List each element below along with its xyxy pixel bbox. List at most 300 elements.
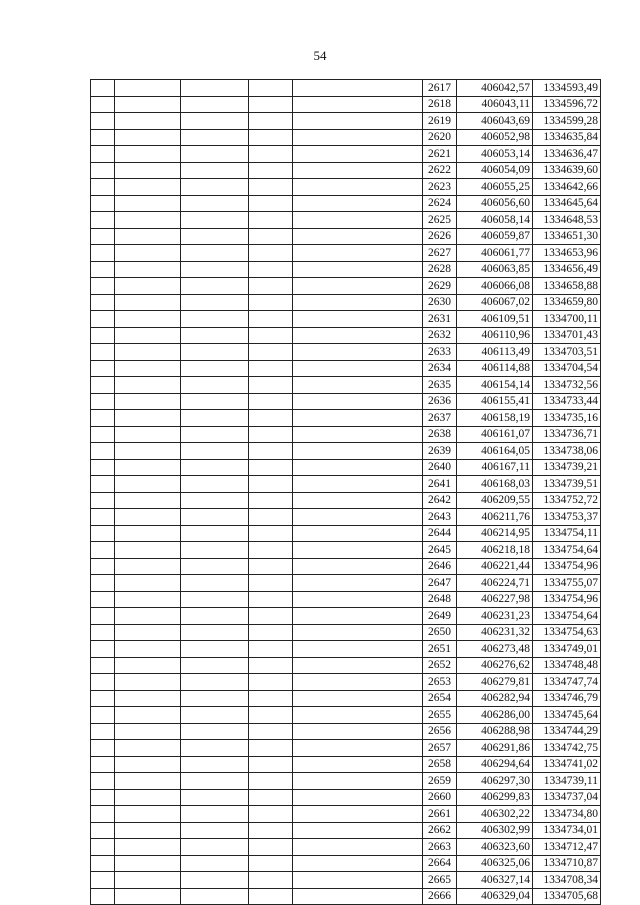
point-number-cell: 2656 (423, 723, 457, 740)
empty-cell (115, 228, 181, 245)
point-number-cell: 2629 (423, 278, 457, 295)
x-coordinate-cell: 406155,41 (457, 393, 533, 410)
empty-cell (181, 822, 249, 839)
empty-cell (115, 707, 181, 724)
table-row (91, 674, 601, 691)
empty-cell (91, 575, 115, 592)
coordinates-table (90, 79, 601, 905)
table-row (91, 129, 601, 146)
empty-cell (115, 723, 181, 740)
y-coordinate-cell: 1334747,74 (533, 674, 601, 691)
empty-cell (181, 608, 249, 625)
empty-cell (91, 96, 115, 113)
y-coordinate-cell: 1334741,02 (533, 756, 601, 773)
y-coordinate-cell: 1334754,64 (533, 542, 601, 559)
point-number-cell: 2643 (423, 509, 457, 526)
empty-cell (293, 195, 423, 212)
point-number-cell: 2638 (423, 426, 457, 443)
empty-cell (181, 96, 249, 113)
y-coordinate-cell: 1334701,43 (533, 327, 601, 344)
table-row (91, 327, 601, 344)
empty-cell (115, 641, 181, 658)
y-coordinate-cell: 1334734,01 (533, 822, 601, 839)
empty-cell (293, 377, 423, 394)
empty-cell (115, 558, 181, 575)
empty-cell (249, 360, 293, 377)
empty-cell (115, 542, 181, 559)
table-row (91, 723, 601, 740)
point-number-cell: 2651 (423, 641, 457, 658)
x-coordinate-cell: 406056,60 (457, 195, 533, 212)
empty-cell (91, 426, 115, 443)
x-coordinate-cell: 406058,14 (457, 212, 533, 229)
point-number-cell: 2658 (423, 756, 457, 773)
empty-cell (115, 773, 181, 790)
empty-cell (249, 575, 293, 592)
empty-cell (249, 80, 293, 97)
empty-cell (293, 278, 423, 295)
empty-cell (91, 558, 115, 575)
empty-cell (249, 443, 293, 460)
empty-cell (249, 872, 293, 889)
x-coordinate-cell: 406158,19 (457, 410, 533, 427)
table-row (91, 294, 601, 311)
empty-cell (115, 674, 181, 691)
x-coordinate-cell: 406288,98 (457, 723, 533, 740)
empty-cell (181, 723, 249, 740)
table-row (91, 872, 601, 889)
empty-cell (91, 327, 115, 344)
empty-cell (293, 360, 423, 377)
y-coordinate-cell: 1334708,34 (533, 872, 601, 889)
empty-cell (91, 756, 115, 773)
y-coordinate-cell: 1334754,96 (533, 591, 601, 608)
table-row (91, 690, 601, 707)
x-coordinate-cell: 406161,07 (457, 426, 533, 443)
y-coordinate-cell: 1334659,80 (533, 294, 601, 311)
table-row (91, 278, 601, 295)
empty-cell (115, 443, 181, 460)
empty-cell (293, 179, 423, 196)
empty-cell (293, 624, 423, 641)
table-body (91, 80, 601, 905)
x-coordinate-cell: 406209,55 (457, 492, 533, 509)
empty-cell (249, 344, 293, 361)
empty-cell (181, 756, 249, 773)
empty-cell (249, 294, 293, 311)
point-number-cell: 2663 (423, 839, 457, 856)
y-coordinate-cell: 1334754,11 (533, 525, 601, 542)
x-coordinate-cell: 406110,96 (457, 327, 533, 344)
empty-cell (181, 624, 249, 641)
empty-cell (115, 360, 181, 377)
table-row (91, 179, 601, 196)
table-row (91, 410, 601, 427)
table-row (91, 195, 601, 212)
table-row (91, 806, 601, 823)
y-coordinate-cell: 1334754,64 (533, 608, 601, 625)
empty-cell (293, 723, 423, 740)
x-coordinate-cell: 406168,03 (457, 476, 533, 493)
y-coordinate-cell: 1334645,64 (533, 195, 601, 212)
x-coordinate-cell: 406329,04 (457, 888, 533, 905)
point-number-cell: 2666 (423, 888, 457, 905)
x-coordinate-cell: 406286,00 (457, 707, 533, 724)
empty-cell (181, 195, 249, 212)
empty-cell (249, 888, 293, 905)
point-number-cell: 2636 (423, 393, 457, 410)
table-row (91, 96, 601, 113)
x-coordinate-cell: 406299,83 (457, 789, 533, 806)
empty-cell (115, 575, 181, 592)
empty-cell (293, 113, 423, 130)
y-coordinate-cell: 1334700,11 (533, 311, 601, 328)
empty-cell (249, 245, 293, 262)
point-number-cell: 2631 (423, 311, 457, 328)
table-row (91, 740, 601, 757)
y-coordinate-cell: 1334754,63 (533, 624, 601, 641)
x-coordinate-cell: 406231,32 (457, 624, 533, 641)
x-coordinate-cell: 406323,60 (457, 839, 533, 856)
empty-cell (115, 624, 181, 641)
empty-cell (249, 96, 293, 113)
empty-cell (181, 591, 249, 608)
empty-cell (293, 129, 423, 146)
empty-cell (181, 426, 249, 443)
x-coordinate-cell: 406227,98 (457, 591, 533, 608)
empty-cell (293, 773, 423, 790)
empty-cell (249, 707, 293, 724)
empty-cell (181, 344, 249, 361)
empty-cell (115, 410, 181, 427)
empty-cell (181, 707, 249, 724)
empty-cell (91, 245, 115, 262)
x-coordinate-cell: 406327,14 (457, 872, 533, 889)
empty-cell (91, 641, 115, 658)
empty-cell (293, 608, 423, 625)
empty-cell (293, 888, 423, 905)
empty-cell (293, 410, 423, 427)
y-coordinate-cell: 1334651,30 (533, 228, 601, 245)
point-number-cell: 2623 (423, 179, 457, 196)
empty-cell (115, 179, 181, 196)
empty-cell (91, 195, 115, 212)
y-coordinate-cell: 1334744,29 (533, 723, 601, 740)
empty-cell (91, 146, 115, 163)
table-row (91, 542, 601, 559)
empty-cell (293, 459, 423, 476)
empty-cell (115, 195, 181, 212)
x-coordinate-cell: 406302,22 (457, 806, 533, 823)
y-coordinate-cell: 1334754,96 (533, 558, 601, 575)
x-coordinate-cell: 406053,14 (457, 146, 533, 163)
empty-cell (293, 311, 423, 328)
y-coordinate-cell: 1334705,68 (533, 888, 601, 905)
empty-cell (181, 261, 249, 278)
empty-cell (91, 410, 115, 427)
table-row (91, 261, 601, 278)
point-number-cell: 2637 (423, 410, 457, 427)
y-coordinate-cell: 1334735,16 (533, 410, 601, 427)
empty-cell (181, 360, 249, 377)
empty-cell (91, 525, 115, 542)
empty-cell (91, 360, 115, 377)
empty-cell (293, 96, 423, 113)
empty-cell (91, 789, 115, 806)
empty-cell (115, 146, 181, 163)
empty-cell (91, 888, 115, 905)
empty-cell (293, 228, 423, 245)
empty-cell (91, 294, 115, 311)
empty-cell (181, 740, 249, 757)
table-row (91, 476, 601, 493)
empty-cell (293, 822, 423, 839)
point-number-cell: 2620 (423, 129, 457, 146)
point-number-cell: 2659 (423, 773, 457, 790)
empty-cell (181, 641, 249, 658)
point-number-cell: 2646 (423, 558, 457, 575)
empty-cell (249, 393, 293, 410)
empty-cell (181, 228, 249, 245)
empty-cell (249, 261, 293, 278)
point-number-cell: 2649 (423, 608, 457, 625)
empty-cell (115, 888, 181, 905)
empty-cell (91, 657, 115, 674)
empty-cell (115, 459, 181, 476)
empty-cell (91, 393, 115, 410)
point-number-cell: 2662 (423, 822, 457, 839)
point-number-cell: 2653 (423, 674, 457, 691)
empty-cell (181, 294, 249, 311)
page-number: 54 (313, 48, 327, 63)
empty-cell (293, 426, 423, 443)
empty-cell (249, 723, 293, 740)
empty-cell (293, 756, 423, 773)
empty-cell (91, 806, 115, 823)
point-number-cell: 2645 (423, 542, 457, 559)
empty-cell (91, 723, 115, 740)
empty-cell (115, 690, 181, 707)
empty-cell (249, 558, 293, 575)
empty-cell (293, 261, 423, 278)
empty-cell (181, 410, 249, 427)
table-row (91, 492, 601, 509)
empty-cell (293, 806, 423, 823)
point-number-cell: 2617 (423, 80, 457, 97)
table-row (91, 459, 601, 476)
table-row (91, 162, 601, 179)
x-coordinate-cell: 406042,57 (457, 80, 533, 97)
point-number-cell: 2624 (423, 195, 457, 212)
empty-cell (181, 113, 249, 130)
empty-cell (181, 888, 249, 905)
x-coordinate-cell: 406294,64 (457, 756, 533, 773)
empty-cell (181, 278, 249, 295)
empty-cell (181, 525, 249, 542)
empty-cell (91, 344, 115, 361)
table-row (91, 212, 601, 229)
empty-cell (115, 245, 181, 262)
empty-cell (115, 492, 181, 509)
table-row (91, 377, 601, 394)
empty-cell (115, 789, 181, 806)
empty-cell (293, 558, 423, 575)
empty-cell (181, 393, 249, 410)
point-number-cell: 2633 (423, 344, 457, 361)
y-coordinate-cell: 1334636,47 (533, 146, 601, 163)
empty-cell (181, 327, 249, 344)
empty-cell (293, 690, 423, 707)
point-number-cell: 2628 (423, 261, 457, 278)
empty-cell (249, 641, 293, 658)
empty-cell (249, 410, 293, 427)
point-number-cell: 2619 (423, 113, 457, 130)
empty-cell (249, 129, 293, 146)
empty-cell (293, 476, 423, 493)
empty-cell (91, 476, 115, 493)
x-coordinate-cell: 406063,85 (457, 261, 533, 278)
x-coordinate-cell: 406109,51 (457, 311, 533, 328)
empty-cell (115, 393, 181, 410)
empty-cell (293, 80, 423, 97)
y-coordinate-cell: 1334739,11 (533, 773, 601, 790)
y-coordinate-cell: 1334753,37 (533, 509, 601, 526)
x-coordinate-cell: 406043,11 (457, 96, 533, 113)
empty-cell (181, 245, 249, 262)
x-coordinate-cell: 406052,98 (457, 129, 533, 146)
empty-cell (181, 789, 249, 806)
table-row (91, 360, 601, 377)
empty-cell (115, 806, 181, 823)
point-number-cell: 2632 (423, 327, 457, 344)
table-row (91, 624, 601, 641)
empty-cell (181, 509, 249, 526)
empty-cell (249, 624, 293, 641)
empty-cell (115, 261, 181, 278)
empty-cell (115, 294, 181, 311)
x-coordinate-cell: 406164,05 (457, 443, 533, 460)
empty-cell (249, 228, 293, 245)
empty-cell (249, 212, 293, 229)
y-coordinate-cell: 1334739,21 (533, 459, 601, 476)
empty-cell (91, 311, 115, 328)
empty-cell (91, 261, 115, 278)
empty-cell (293, 344, 423, 361)
empty-cell (293, 575, 423, 592)
empty-cell (91, 740, 115, 757)
point-number-cell: 2647 (423, 575, 457, 592)
y-coordinate-cell: 1334734,80 (533, 806, 601, 823)
empty-cell (249, 311, 293, 328)
point-number-cell: 2644 (423, 525, 457, 542)
empty-cell (293, 492, 423, 509)
x-coordinate-cell: 406279,81 (457, 674, 533, 691)
empty-cell (293, 591, 423, 608)
empty-cell (181, 674, 249, 691)
y-coordinate-cell: 1334746,79 (533, 690, 601, 707)
empty-cell (91, 542, 115, 559)
point-number-cell: 2664 (423, 855, 457, 872)
point-number-cell: 2639 (423, 443, 457, 460)
empty-cell (181, 443, 249, 460)
empty-cell (249, 773, 293, 790)
empty-cell (181, 459, 249, 476)
empty-cell (181, 492, 249, 509)
empty-cell (249, 855, 293, 872)
empty-cell (249, 740, 293, 757)
point-number-cell: 2642 (423, 492, 457, 509)
empty-cell (91, 690, 115, 707)
point-number-cell: 2640 (423, 459, 457, 476)
y-coordinate-cell: 1334738,06 (533, 443, 601, 460)
empty-cell (91, 492, 115, 509)
empty-cell (249, 179, 293, 196)
empty-cell (181, 657, 249, 674)
empty-cell (91, 179, 115, 196)
empty-cell (91, 509, 115, 526)
y-coordinate-cell: 1334736,71 (533, 426, 601, 443)
table-row (91, 113, 601, 130)
empty-cell (293, 525, 423, 542)
table-row (91, 822, 601, 839)
empty-cell (181, 575, 249, 592)
point-number-cell: 2654 (423, 690, 457, 707)
empty-cell (181, 872, 249, 889)
table-row (91, 344, 601, 361)
y-coordinate-cell: 1334703,51 (533, 344, 601, 361)
table-row (91, 839, 601, 856)
empty-cell (293, 212, 423, 229)
x-coordinate-cell: 406276,62 (457, 657, 533, 674)
empty-cell (249, 509, 293, 526)
empty-cell (115, 278, 181, 295)
empty-cell (115, 344, 181, 361)
empty-cell (293, 641, 423, 658)
empty-cell (91, 624, 115, 641)
empty-cell (293, 146, 423, 163)
point-number-cell: 2634 (423, 360, 457, 377)
y-coordinate-cell: 1334639,60 (533, 162, 601, 179)
table-row (91, 888, 601, 905)
empty-cell (91, 855, 115, 872)
empty-cell (115, 212, 181, 229)
empty-cell (249, 674, 293, 691)
empty-cell (115, 591, 181, 608)
point-number-cell: 2626 (423, 228, 457, 245)
empty-cell (293, 162, 423, 179)
empty-cell (249, 426, 293, 443)
empty-cell (249, 377, 293, 394)
empty-cell (181, 773, 249, 790)
x-coordinate-cell: 406113,49 (457, 344, 533, 361)
x-coordinate-cell: 406214,95 (457, 525, 533, 542)
empty-cell (115, 608, 181, 625)
empty-cell (249, 476, 293, 493)
x-coordinate-cell: 406061,77 (457, 245, 533, 262)
empty-cell (115, 426, 181, 443)
empty-cell (293, 443, 423, 460)
x-coordinate-cell: 406325,06 (457, 855, 533, 872)
x-coordinate-cell: 406273,48 (457, 641, 533, 658)
table-row (91, 707, 601, 724)
table-row (91, 311, 601, 328)
y-coordinate-cell: 1334593,49 (533, 80, 601, 97)
empty-cell (181, 146, 249, 163)
empty-cell (91, 80, 115, 97)
y-coordinate-cell: 1334658,88 (533, 278, 601, 295)
empty-cell (293, 245, 423, 262)
y-coordinate-cell: 1334599,28 (533, 113, 601, 130)
